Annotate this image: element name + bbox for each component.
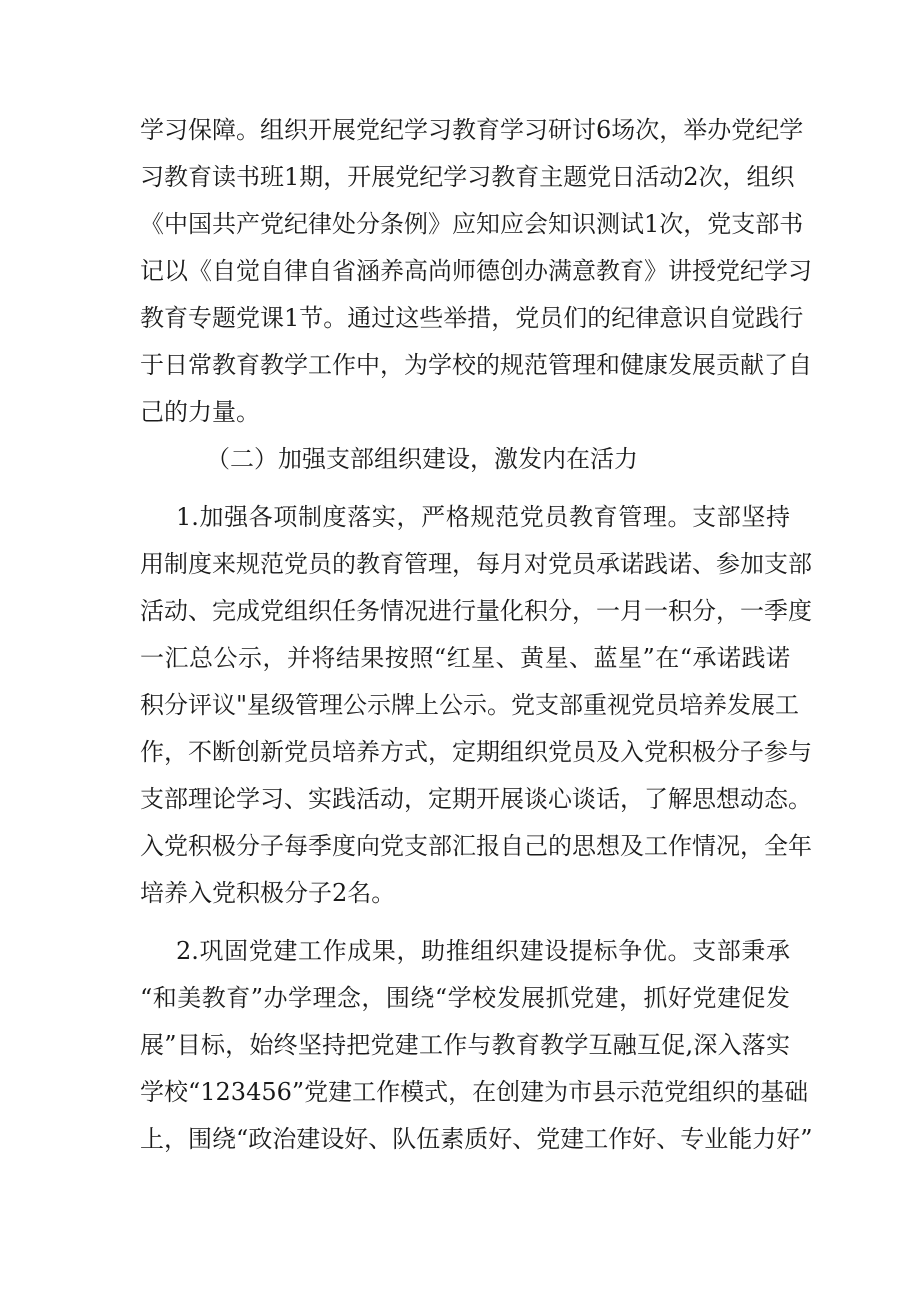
text-line: 上，围绕“政治建设好、队伍素质好、党建工作好、专业能力好” [140, 1125, 813, 1153]
text-line: 活动、完成党组织任务情况进行量化积分，一月一积分，一季度 [140, 597, 812, 625]
text-line: 己的力量。 [140, 398, 260, 426]
text-line: 支部理论学习、实践活动，定期开展谈心谈话，了解思想动态。 [140, 785, 812, 813]
text-line: 记以《自觉自律自省涵养高尚师德创办满意教育》讲授党纪学习 [140, 257, 812, 285]
text-line: 展”目标，始终坚持把党建工作与教育教学互融互促,深入落实 [140, 1031, 790, 1059]
text-line: 学习保障。组织开展党纪学习教育学习研讨6场次，举办党纪学 [140, 116, 804, 144]
text-line: 教育专题党课1节。通过这些举措，党员们的纪律意识自觉践行 [140, 304, 804, 332]
section-heading: （二）加强支部组织建设，激发内在活力 [206, 445, 638, 473]
text-line: “和美教育”办学理念，围绕“学校发展抓党建，抓好党建促发 [140, 984, 790, 1012]
text-line: 一汇总公示，并将结果按照“红星、黄星、蓝星”在“承诺践诺 [140, 644, 790, 672]
text-line: 作，不断创新党员培养方式，定期组织党员及入党积极分子参与 [140, 738, 812, 766]
text-line: 用制度来规范党员的教育管理，每月对党员承诺践诺、参加支部 [140, 550, 812, 578]
text-line: 积分评议"星级管理公示牌上公示。党支部重视党员培养发展工 [140, 691, 800, 719]
text-line: 学校“123456”党建工作模式，在创建为市县示范党组织的基础 [140, 1078, 809, 1106]
text-line: 1.加强各项制度落实，严格规范党员教育管理。支部坚持 [176, 503, 790, 531]
text-line: 于日常教育教学工作中，为学校的规范管理和健康发展贡献了自 [140, 351, 812, 379]
text-line: 入党积极分子每季度向党支部汇报自己的思想及工作情况，全年 [140, 832, 812, 860]
text-line: 2.巩固党建工作成果，助推组织建设提标争优。支部秉承 [176, 937, 790, 965]
text-line: 《中国共产党纪律处分条例》应知应会知识测试1次，党支部书 [140, 210, 804, 238]
text-line: 培养入党积极分子2名。 [140, 879, 396, 907]
text-line: 习教育读书班1期，开展党纪学习教育主题党日活动2次，组织 [140, 163, 795, 191]
